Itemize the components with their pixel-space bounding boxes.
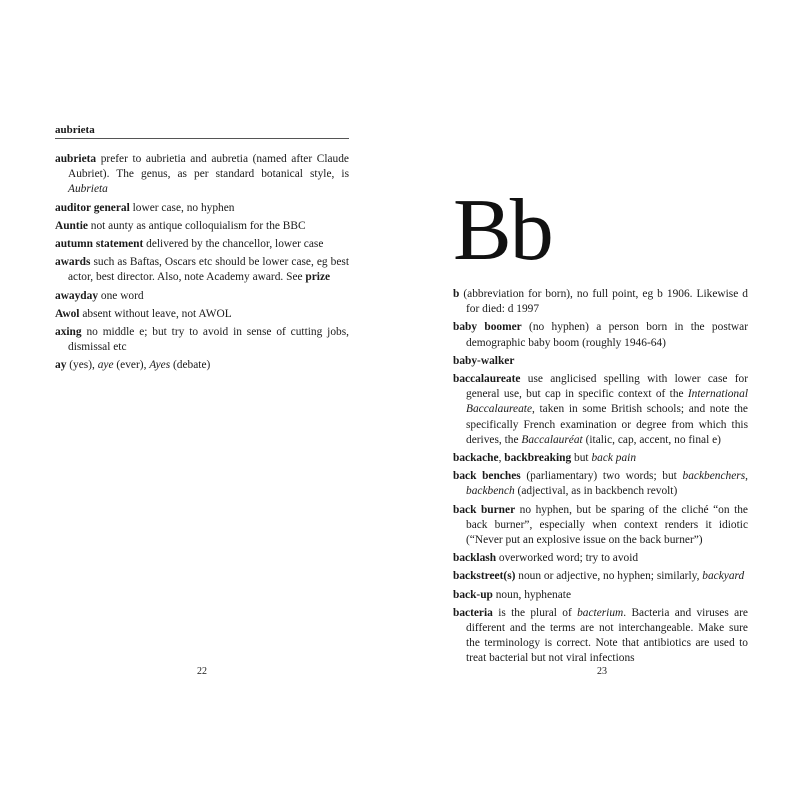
entry-headword: back-up	[453, 588, 493, 601]
entry-text: not aunty as antique colloquialism for the BBC	[87, 219, 306, 232]
entry-headword: back burner	[453, 503, 516, 516]
entry-text: (abbreviation for born), no full point, eg b 1906. Likewise d for died: d 1997	[459, 288, 748, 316]
entry-text: (adjectival, as in backbench revolt)	[514, 485, 678, 498]
entry-text: noun, hyphenate	[492, 588, 572, 601]
entry-headword: backstreet(s)	[453, 570, 516, 583]
entry-italic-term: aye	[97, 359, 114, 372]
entry-text: (parliamentary) two words; but	[520, 470, 683, 483]
dictionary-entry	[55, 201, 349, 216]
dictionary-entry	[55, 289, 349, 304]
dictionary-entry	[453, 588, 748, 603]
entry-text: such as Baftas, Oscars etc should be lower case, eg best actor, best director. Also, note Academy award. See	[68, 256, 349, 284]
entry-text: (ever),	[113, 359, 150, 372]
entry-text: noun or adjective, no hyphen; similarly,	[515, 570, 703, 583]
dictionary-entry	[55, 255, 349, 285]
entry-text: lower case, no hyphen	[129, 201, 235, 214]
entry-headword: backbreaking	[504, 452, 572, 465]
entry-headword: awayday	[55, 289, 99, 302]
entry-italic-term: backyard	[702, 570, 745, 583]
dictionary-entry	[55, 237, 349, 252]
dictionary-entry	[55, 219, 349, 234]
entry-text: ,	[498, 452, 505, 465]
entry-text: . Bacteria and viruses are different and the terms are not interchangeable. Make sure the terminology is correct. Note that antibiotics are used to treat bacterial but not viral infections	[466, 606, 748, 665]
entry-text: no middle e; but try to avoid in sense of cutting jobs, dismissal etc	[68, 326, 349, 354]
entry-headword: awards	[55, 256, 91, 269]
entry-text: is the plural of	[492, 606, 578, 619]
entry-text: prefer to aubrietia and aubretia (named after Claude Aubriet). The genus, as per standard botanical style, is	[68, 153, 349, 181]
dictionary-entry	[453, 503, 748, 549]
entry-italic-term: Ayes	[149, 359, 171, 372]
dictionary-entry	[453, 320, 748, 350]
entry-headword: auditor general	[55, 201, 130, 214]
entry-text: (italic, cap, accent, no final e)	[582, 433, 721, 446]
entry-headword: Awol	[55, 307, 80, 320]
entry-italic-term: bacterium	[577, 606, 624, 619]
left-entry-list	[55, 152, 349, 377]
entry-headword: ay	[55, 359, 67, 372]
dictionary-entry	[453, 469, 748, 499]
right-entry-list	[453, 287, 748, 670]
entry-headword: backache	[453, 452, 499, 465]
entry-headword: back benches	[453, 470, 521, 483]
entry-headword: b	[453, 288, 460, 300]
dictionary-entry	[453, 451, 748, 466]
entry-text: delivered by the chancellor, lower case	[143, 238, 324, 251]
dictionary-entry	[55, 307, 349, 322]
dictionary-entry	[55, 152, 349, 198]
entry-text: one word	[98, 289, 144, 302]
entry-headword: axing	[55, 326, 82, 339]
entry-text: absent without leave, not AWOL	[79, 307, 232, 320]
running-head: aubrieta	[55, 124, 349, 139]
entry-headword: Auntie	[55, 219, 88, 232]
dictionary-entry	[453, 372, 748, 448]
entry-italic-term: backbenchers	[682, 470, 746, 483]
entry-headword: bacteria	[453, 606, 493, 619]
entry-text: (debate)	[170, 359, 211, 372]
entry-text: but	[571, 452, 592, 465]
entry-text: , taken in some British schools; and note the specifically French examination or degree from which this derives, the	[466, 403, 748, 446]
entry-text: no hyphen, but be sparing of the cliché “on the back burner”, especially when context renders it idiotic (“Never put an explosive issue on the back burner”)	[466, 503, 748, 547]
section-letter-heading: Bb	[453, 182, 552, 279]
entry-headword: backlash	[453, 552, 497, 565]
entry-text: (no hyphen) a person born in the postwar demographic baby boom (roughly 1946-64)	[466, 321, 748, 349]
dictionary-entry	[453, 287, 748, 317]
entry-headword: baccalaureate	[453, 373, 521, 386]
dictionary-entry	[55, 325, 349, 355]
entry-headword: autumn statement	[55, 238, 144, 251]
entry-headword: aubrieta	[55, 153, 97, 165]
dictionary-entry	[55, 358, 349, 373]
dictionary-entry	[453, 606, 748, 667]
entry-italic-term: International Baccalaureate	[466, 388, 748, 416]
entry-text: overworked word; try to avoid	[496, 552, 639, 565]
entry-italic-term: Aubrieta	[68, 183, 108, 196]
page-number-right: 23	[597, 666, 607, 677]
entry-headword: baby boomer	[453, 321, 522, 334]
dictionary-entry	[453, 354, 748, 369]
entry-text: use anglicised spelling with lower case for general use, but cap in specific context of the	[466, 373, 748, 401]
entry-headword: prize	[305, 271, 331, 284]
dictionary-entry	[453, 569, 748, 584]
page-number-left: 22	[197, 666, 207, 677]
right-page	[400, 0, 800, 800]
dictionary-entry	[453, 551, 748, 566]
entry-headword: baby-walker	[453, 354, 515, 367]
entry-italic-term: back pain	[591, 452, 637, 465]
entry-italic-term: backbench	[466, 485, 515, 498]
entry-italic-term: Baccalauréat	[521, 433, 583, 446]
entry-text: (yes),	[66, 359, 98, 372]
entry-text: ,	[745, 470, 748, 483]
